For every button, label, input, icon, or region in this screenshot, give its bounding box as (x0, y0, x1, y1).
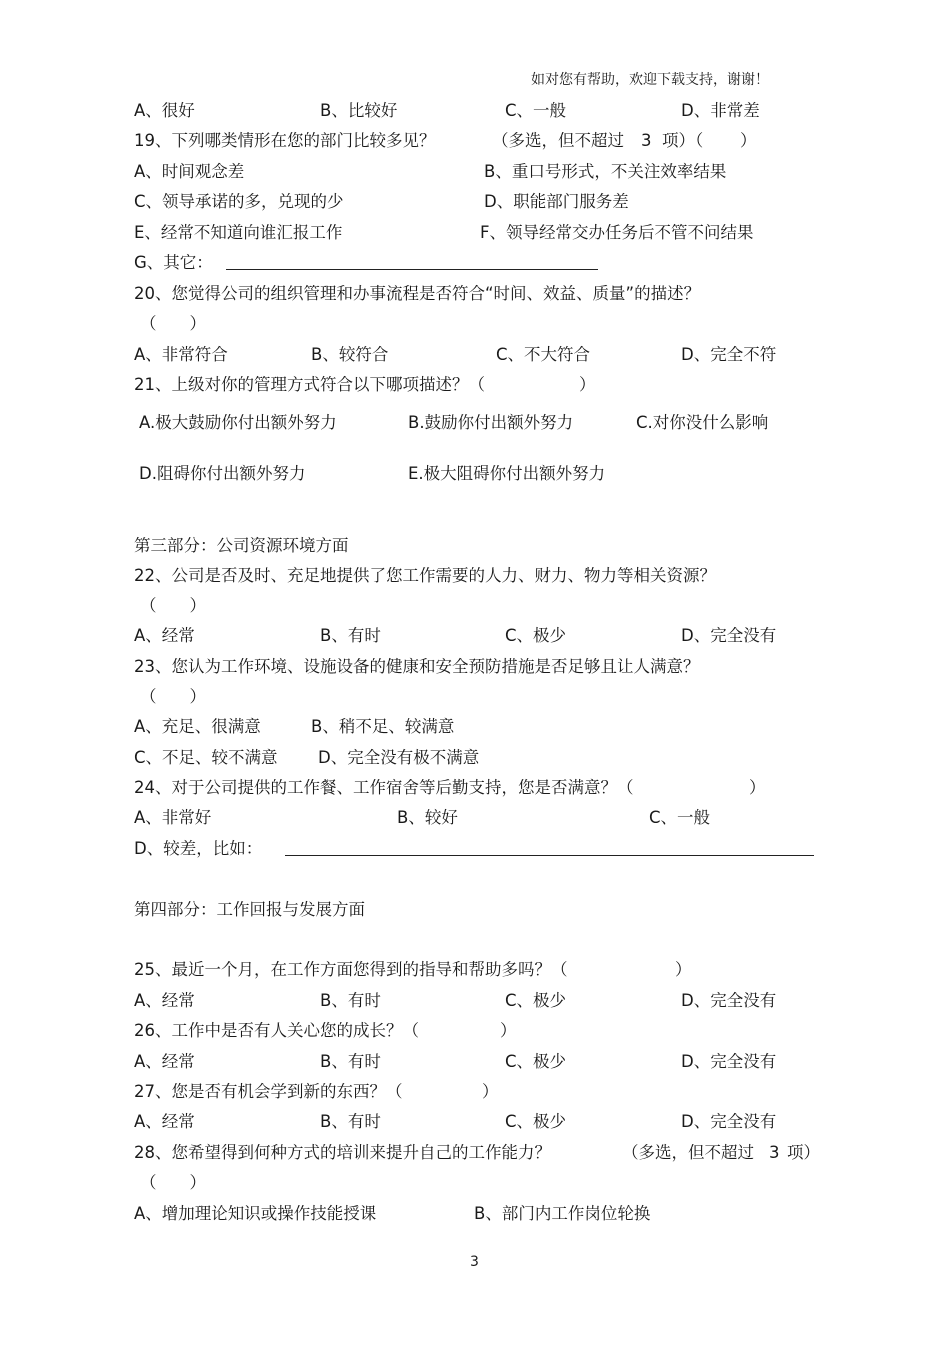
q19-unit: 项）（ (662, 131, 704, 150)
q27-text: 27、您是否有机会学到新的东西？（ (134, 1082, 403, 1101)
q28-option-b: B、部门内工作岗位轮换 (474, 1204, 651, 1223)
q19-option-d: D、职能部门服务差 (484, 192, 629, 211)
q23-answer[interactable]: （ ） (140, 687, 206, 706)
q26-close: ） (500, 1021, 517, 1040)
q25-option-a: A、经常 (134, 991, 195, 1010)
q21-option-a: A.极大鼓励你付出额外努力 (139, 413, 337, 432)
q27-option-d: D、完全没有 (681, 1112, 777, 1131)
q19-other-blank[interactable] (226, 253, 598, 275)
q21-option-c: C.对你没什么影响 (636, 413, 769, 432)
q20-option-d: D、完全不符 (681, 345, 777, 364)
q25-option-b: B、有时 (320, 991, 381, 1010)
q19-option-b: B、重口号形式，不关注效率结果 (484, 162, 727, 181)
q19-note: （多选，但不超过 (492, 131, 624, 150)
q19-option-a: A、时间观念差 (134, 162, 245, 181)
q26-option-c: C、极少 (505, 1052, 567, 1071)
q26-option-d: D、完全没有 (681, 1052, 777, 1071)
q18-option-a: A、很好 (134, 101, 195, 120)
q20-option-b: B、较符合 (311, 345, 389, 364)
section3-heading: 第三部分：公司资源环境方面 (134, 536, 349, 555)
q20-text: 20、您觉得公司的组织管理和办事流程是否符合“时间、效益、质量”的描述？ (134, 284, 701, 303)
q21-text: 21、上级对你的管理方式符合以下哪项描述？（ (134, 375, 485, 394)
q19-option-c: C、领导承诺的多，兑现的少 (134, 192, 344, 211)
q21-option-b: B.鼓励你付出额外努力 (408, 413, 574, 432)
q28-answer[interactable]: （ ） (140, 1173, 206, 1192)
q25-option-d: D、完全没有 (681, 991, 777, 1010)
q20-option-c: C、不大符合 (496, 345, 591, 364)
header-note: 如对您有帮助，欢迎下载支持，谢谢！ (531, 72, 769, 88)
q24-other-label: D、较差，比如： (134, 839, 263, 858)
q18-option-b: B、比较好 (320, 101, 398, 120)
q19-close: ） (740, 131, 757, 150)
q24-close: ） (749, 778, 766, 797)
q21-close: ） (579, 375, 596, 394)
q22-text: 22、公司是否及时、充足地提供了您工作需要的人力、财力、物力等相关资源？ (134, 566, 716, 585)
q24-other-blank[interactable] (285, 839, 814, 861)
q19-text: 19、下列哪类情形在您的部门比较多见？ (134, 131, 436, 150)
q23-option-b: B、稍不足、较满意 (311, 717, 455, 736)
q18-option-c: C、一般 (505, 101, 567, 120)
q24-option-a: A、非常好 (134, 808, 212, 827)
q19-option-f: F、领导经常交办任务后不管不问结果 (480, 223, 754, 242)
q22-answer[interactable]: （ ） (140, 596, 206, 615)
q23-option-d: D、完全没有极不满意 (318, 748, 480, 767)
q26-option-a: A、经常 (134, 1052, 195, 1071)
q24-text: 24、对于公司提供的工作餐、工作宿舍等后勤支持，您是否满意？（ (134, 778, 634, 797)
q28-option-a: A、增加理论知识或操作技能授课 (134, 1204, 377, 1223)
q22-option-d: D、完全没有 (681, 626, 777, 645)
q23-option-c: C、不足、较不满意 (134, 748, 278, 767)
q27-option-b: B、有时 (320, 1112, 381, 1131)
q22-option-b: B、有时 (320, 626, 381, 645)
q27-close: ） (482, 1082, 499, 1101)
q28-note: （多选，但不超过 (622, 1143, 754, 1162)
page-number: 3 (470, 1254, 479, 1270)
q23-text: 23、您认为工作环境、设施设备的健康和安全预防措施是否足够且让人满意？ (134, 657, 700, 676)
q20-option-a: A、非常符合 (134, 345, 228, 364)
q27-option-a: A、经常 (134, 1112, 195, 1131)
q26-option-b: B、有时 (320, 1052, 381, 1071)
q22-option-a: A、经常 (134, 626, 195, 645)
q28-count: 3 (769, 1143, 780, 1162)
q20-answer[interactable]: （ ） (140, 314, 206, 333)
q19-option-e: E、经常不知道向谁汇报工作 (134, 223, 343, 242)
q21-option-e: E.极大阻碍你付出额外努力 (408, 464, 606, 483)
q24-option-c: C、一般 (649, 808, 711, 827)
q28-text: 28、您希望得到何种方式的培训来提升自己的工作能力？ (134, 1143, 551, 1162)
q18-option-d: D、非常差 (681, 101, 760, 120)
q23-option-a: A、充足、很满意 (134, 717, 261, 736)
q25-option-c: C、极少 (505, 991, 567, 1010)
q24-option-b: B、较好 (397, 808, 458, 827)
q28-unit: 项） (787, 1143, 820, 1162)
q22-option-c: C、极少 (505, 626, 567, 645)
section4-heading: 第四部分：工作回报与发展方面 (134, 900, 365, 919)
q19-count: 3 (641, 131, 652, 150)
q21-option-d: D.阻碍你付出额外努力 (139, 464, 306, 483)
q25-close: ） (675, 960, 692, 979)
q27-option-c: C、极少 (505, 1112, 567, 1131)
q26-text: 26、工作中是否有人关心您的成长？（ (134, 1021, 419, 1040)
q25-text: 25、最近一个月，在工作方面您得到的指导和帮助多吗？（ (134, 960, 568, 979)
q19-other-label: G、其它： (134, 253, 213, 272)
